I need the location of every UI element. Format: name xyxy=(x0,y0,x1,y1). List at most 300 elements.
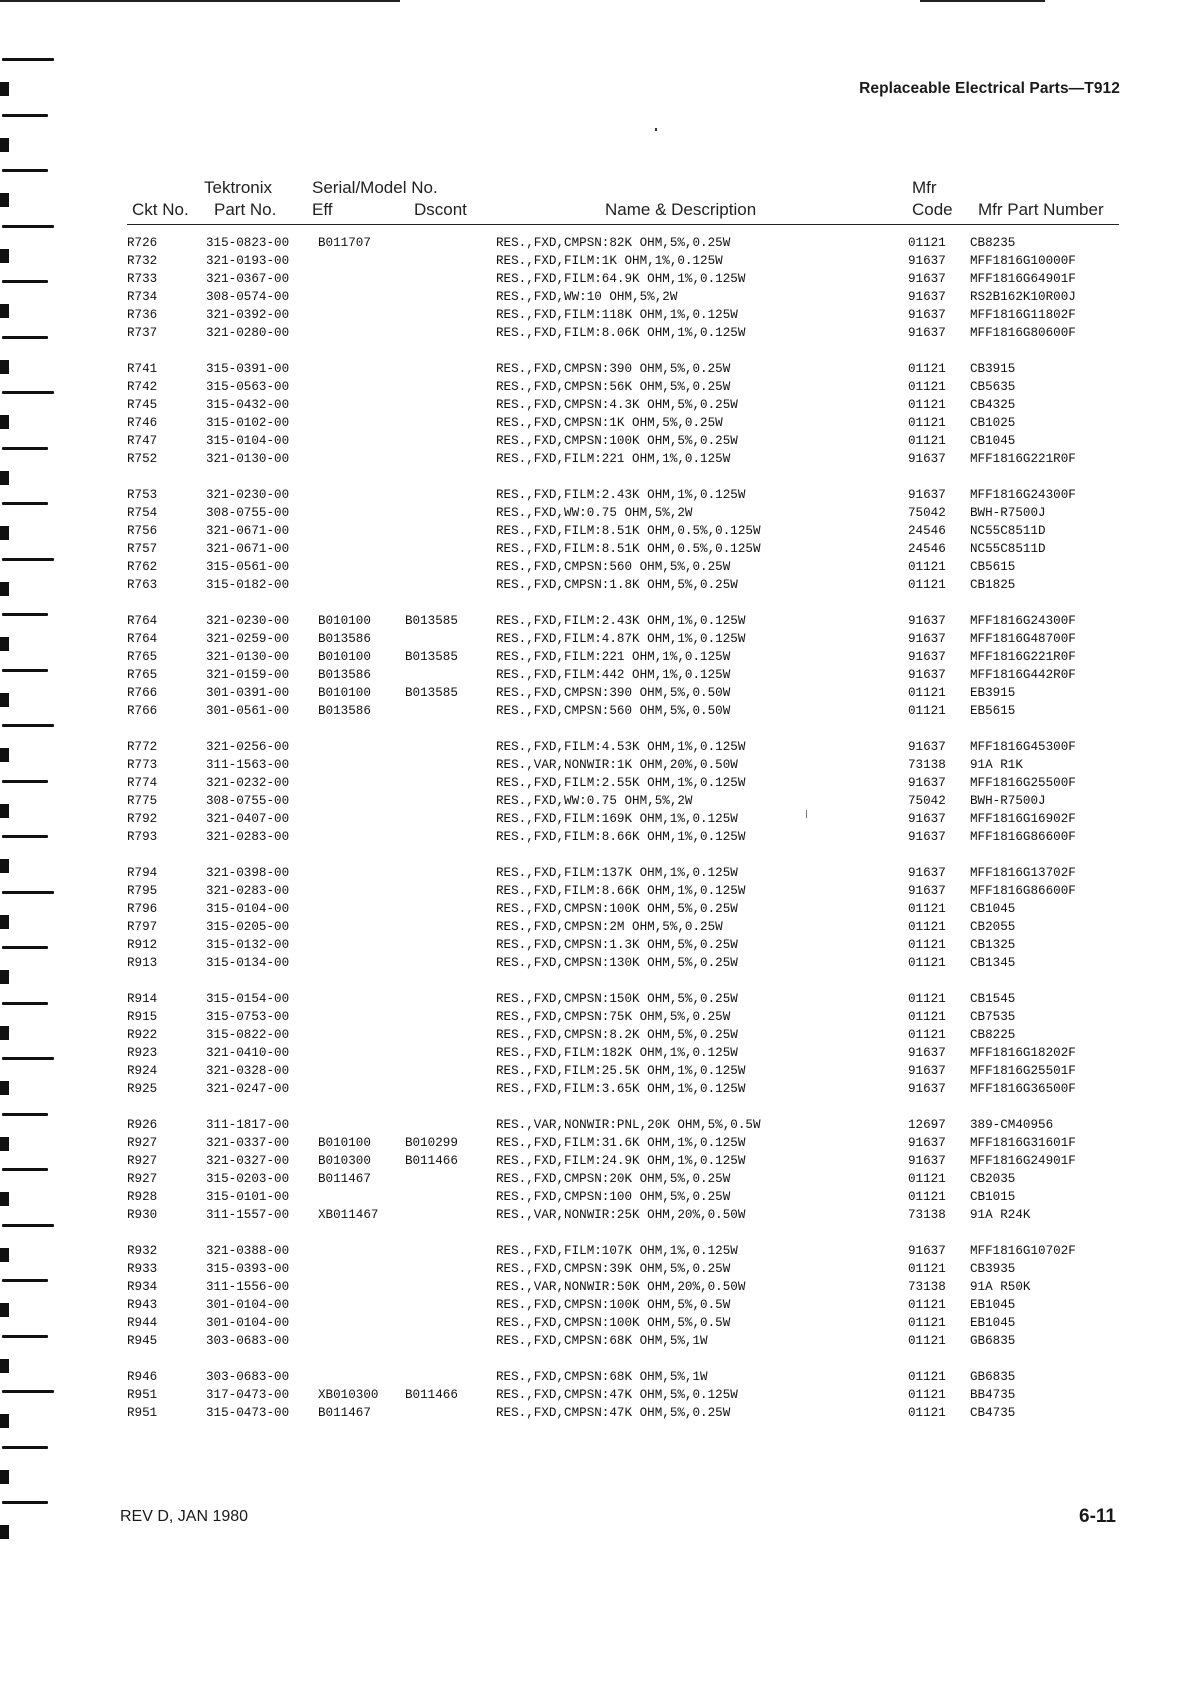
ckt-no: R792 xyxy=(127,812,158,826)
name-description: RES.,FXD,FILM:2.43K OHM,1%,0.125W xyxy=(496,614,746,628)
mfr-part-number: MFF1816G221R0F xyxy=(970,452,1076,466)
part-no: 315-0134-00 xyxy=(206,956,290,970)
col-ckt-no: Ckt No. xyxy=(132,200,189,219)
serial-dscont: B011466 xyxy=(405,1388,458,1402)
mfr-code: 01121 xyxy=(908,416,946,430)
col-mfr: Mfr xyxy=(912,178,937,197)
mfr-code: 91637 xyxy=(908,254,946,268)
table-row xyxy=(0,1242,1190,1260)
name-description: RES.,VAR,NONWIR:25K OHM,20%,0.50W xyxy=(496,1208,746,1222)
mfr-part-number: GB6835 xyxy=(970,1370,1016,1384)
ckt-no: R737 xyxy=(127,326,158,340)
table-row xyxy=(0,540,1190,558)
ckt-no: R734 xyxy=(127,290,158,304)
part-no: 321-0230-00 xyxy=(206,614,290,628)
serial-eff: B013586 xyxy=(318,632,371,646)
part-no: 315-0104-00 xyxy=(206,434,290,448)
name-description: RES.,FXD,CMPSN:100K OHM,5%,0.5W xyxy=(496,1298,731,1312)
table-row xyxy=(0,756,1190,774)
parts-group xyxy=(0,864,1190,972)
ckt-no: R924 xyxy=(127,1064,158,1078)
name-description: RES.,VAR,NONWIR:1K OHM,20%,0.50W xyxy=(496,758,738,772)
mfr-code: 91637 xyxy=(908,488,946,502)
serial-eff: B013586 xyxy=(318,704,371,718)
part-no: 315-0205-00 xyxy=(206,920,290,934)
part-no: 301-0391-00 xyxy=(206,686,290,700)
part-no: 317-0473-00 xyxy=(206,1388,290,1402)
mfr-part-number: MFF1816G24300F xyxy=(970,488,1076,502)
ckt-no: R795 xyxy=(127,884,158,898)
part-no: 321-0280-00 xyxy=(206,326,290,340)
mfr-code: 91637 xyxy=(908,866,946,880)
mfr-part-number: MFF1816G31601F xyxy=(970,1136,1076,1150)
mfr-code: 01121 xyxy=(908,1388,946,1402)
mfr-part-number: MFF1816G221R0F xyxy=(970,650,1076,664)
name-description: RES.,FXD,FILM:8.66K OHM,1%,0.125W xyxy=(496,830,746,844)
mfr-part-number: MFF1816G36500F xyxy=(970,1082,1076,1096)
mfr-code: 12697 xyxy=(908,1118,946,1132)
ckt-no: R926 xyxy=(127,1118,158,1132)
mfr-part-number: MFF1816G18202F xyxy=(970,1046,1076,1060)
mfr-part-number: EB1045 xyxy=(970,1316,1016,1330)
mfr-code: 91637 xyxy=(908,1154,946,1168)
revision-date: REV D, JAN 1980 xyxy=(120,1508,249,1525)
name-description: RES.,FXD,CMPSN:2M OHM,5%,0.25W xyxy=(496,920,723,934)
mfr-code: 91637 xyxy=(908,776,946,790)
name-description: RES.,FXD,FILM:24.9K OHM,1%,0.125W xyxy=(496,1154,746,1168)
name-description: RES.,FXD,FILM:3.65K OHM,1%,0.125W xyxy=(496,1082,746,1096)
binding-mark xyxy=(2,114,48,117)
name-description: RES.,FXD,FILM:8.66K OHM,1%,0.125W xyxy=(496,884,746,898)
ckt-no: R754 xyxy=(127,506,158,520)
mfr-code: 73138 xyxy=(908,758,946,772)
mfr-code: 91637 xyxy=(908,1136,946,1150)
mfr-code: 91637 xyxy=(908,326,946,340)
name-description: RES.,FXD,CMPSN:20K OHM,5%,0.25W xyxy=(496,1172,731,1186)
mfr-code: 01121 xyxy=(908,380,946,394)
serial-eff: B013586 xyxy=(318,668,371,682)
ckt-no: R764 xyxy=(127,632,158,646)
mfr-code: 91637 xyxy=(908,272,946,286)
part-no: 315-0393-00 xyxy=(206,1262,290,1276)
part-no: 315-0102-00 xyxy=(206,416,290,430)
ckt-no: R922 xyxy=(127,1028,158,1042)
name-description: RES.,FXD,CMPSN:100 OHM,5%,0.25W xyxy=(496,1190,731,1204)
name-description: RES.,VAR,NONWIR:50K OHM,20%,0.50W xyxy=(496,1280,746,1294)
name-description: RES.,FXD,CMPSN:56K OHM,5%,0.25W xyxy=(496,380,731,394)
mfr-code: 91637 xyxy=(908,884,946,898)
mfr-part-number: MFF1816G48700F xyxy=(970,632,1076,646)
table-row xyxy=(0,684,1190,702)
table-row xyxy=(0,900,1190,918)
binding-mark xyxy=(2,58,54,61)
serial-eff: B010300 xyxy=(318,1154,371,1168)
part-no: 321-0407-00 xyxy=(206,812,290,826)
table-row xyxy=(0,648,1190,666)
name-description: RES.,FXD,FILM:137K OHM,1%,0.125W xyxy=(496,866,738,880)
mfr-part-number: EB3915 xyxy=(970,686,1016,700)
ckt-no: R766 xyxy=(127,686,158,700)
table-row xyxy=(0,792,1190,810)
table-row xyxy=(0,630,1190,648)
table-row xyxy=(0,1278,1190,1296)
mfr-part-number: MFF1816G13702F xyxy=(970,866,1076,880)
mfr-part-number: CB1545 xyxy=(970,992,1016,1006)
header-rule xyxy=(127,224,1119,225)
ckt-no: R930 xyxy=(127,1208,158,1222)
mfr-part-number: CB3915 xyxy=(970,362,1016,376)
binding-mark xyxy=(0,1470,9,1484)
mfr-code: 24546 xyxy=(908,524,946,538)
mfr-code: 01121 xyxy=(908,902,946,916)
mfr-part-number: BB4735 xyxy=(970,1388,1016,1402)
ckt-no: R797 xyxy=(127,920,158,934)
name-description: RES.,FXD,FILM:118K OHM,1%,0.125W xyxy=(496,308,738,322)
name-description: RES.,FXD,FILM:2.43K OHM,1%,0.125W xyxy=(496,488,746,502)
top-edge-rule xyxy=(0,0,400,2)
table-row xyxy=(0,558,1190,576)
mfr-part-number: MFF1816G24300F xyxy=(970,614,1076,628)
mfr-code: 73138 xyxy=(908,1280,946,1294)
mfr-code: 91637 xyxy=(908,668,946,682)
table-row xyxy=(0,738,1190,756)
ckt-no: R915 xyxy=(127,1010,158,1024)
part-no: 321-0671-00 xyxy=(206,524,290,538)
mfr-code: 01121 xyxy=(908,1190,946,1204)
parts-group xyxy=(0,738,1190,846)
part-no: 303-0683-00 xyxy=(206,1370,290,1384)
name-description: RES.,FXD,WW:10 OHM,5%,2W xyxy=(496,290,678,304)
mfr-part-number: 91A R24K xyxy=(970,1208,1031,1222)
parts-group xyxy=(0,1368,1190,1422)
table-row xyxy=(0,1170,1190,1188)
mfr-part-number: 389-CM40956 xyxy=(970,1118,1054,1132)
part-no: 321-0230-00 xyxy=(206,488,290,502)
mfr-part-number: MFF1816G16902F xyxy=(970,812,1076,826)
table-row xyxy=(0,666,1190,684)
ckt-no: R925 xyxy=(127,1082,158,1096)
part-no: 321-0327-00 xyxy=(206,1154,290,1168)
mfr-part-number: RS2B162K10R00J xyxy=(970,290,1076,304)
mfr-part-number: GB6835 xyxy=(970,1334,1016,1348)
mfr-code: 91637 xyxy=(908,740,946,754)
part-no: 308-0574-00 xyxy=(206,290,290,304)
mfr-part-number: CB1345 xyxy=(970,956,1016,970)
ckt-no: R774 xyxy=(127,776,158,790)
ckt-no: R943 xyxy=(127,1298,158,1312)
part-no: 315-0473-00 xyxy=(206,1406,290,1420)
serial-eff: B011467 xyxy=(318,1172,371,1186)
mfr-part-number: EB1045 xyxy=(970,1298,1016,1312)
ckt-no: R914 xyxy=(127,992,158,1006)
part-no: 321-0283-00 xyxy=(206,830,290,844)
parts-group xyxy=(0,990,1190,1098)
mfr-code: 75042 xyxy=(908,506,946,520)
mfr-part-number: MFF1816G25500F xyxy=(970,776,1076,790)
mfr-part-number: CB1025 xyxy=(970,416,1016,430)
mfr-part-number: 91A R50K xyxy=(970,1280,1031,1294)
col-dscont: Dscont xyxy=(414,200,467,219)
table-row xyxy=(0,1206,1190,1224)
ckt-no: R944 xyxy=(127,1316,158,1330)
table-row xyxy=(0,486,1190,504)
table-row xyxy=(0,306,1190,324)
part-no: 311-1817-00 xyxy=(206,1118,290,1132)
table-row xyxy=(0,864,1190,882)
mfr-part-number: NC55C8511D xyxy=(970,524,1046,538)
part-no: 321-0232-00 xyxy=(206,776,290,790)
mfr-part-number: MFF1816G45300F xyxy=(970,740,1076,754)
mfr-code: 91637 xyxy=(908,1244,946,1258)
page-number: 6-11 xyxy=(1079,1506,1116,1527)
mfr-part-number: MFF1816G80600F xyxy=(970,326,1076,340)
name-description: RES.,FXD,CMPSN:1K OHM,5%,0.25W xyxy=(496,416,723,430)
mfr-code: 01121 xyxy=(908,1262,946,1276)
name-description: RES.,FXD,WW:0.75 OHM,5%,2W xyxy=(496,794,693,808)
mfr-code: 01121 xyxy=(908,938,946,952)
col-tektronix: Tektronix xyxy=(204,178,273,197)
part-no: 308-0755-00 xyxy=(206,794,290,808)
parts-group xyxy=(0,234,1190,342)
ckt-no: R927 xyxy=(127,1172,158,1186)
part-no: 315-0101-00 xyxy=(206,1190,290,1204)
mfr-code: 01121 xyxy=(908,1172,946,1186)
part-no: 321-0130-00 xyxy=(206,452,290,466)
ckt-no: R793 xyxy=(127,830,158,844)
part-no: 321-0247-00 xyxy=(206,1082,290,1096)
ckt-no: R762 xyxy=(127,560,158,574)
mfr-code: 91637 xyxy=(908,614,946,628)
part-no: 315-0391-00 xyxy=(206,362,290,376)
serial-eff: B010100 xyxy=(318,686,371,700)
ckt-no: R764 xyxy=(127,614,158,628)
mfr-part-number: MFF1816G64901F xyxy=(970,272,1076,286)
mfr-part-number: CB2035 xyxy=(970,1172,1016,1186)
name-description: RES.,FXD,FILM:64.9K OHM,1%,0.125W xyxy=(496,272,746,286)
part-no: 321-0671-00 xyxy=(206,542,290,556)
parts-group xyxy=(0,486,1190,594)
mfr-code: 91637 xyxy=(908,632,946,646)
parts-group xyxy=(0,1116,1190,1224)
name-description: RES.,FXD,FILM:8.51K OHM,0.5%,0.125W xyxy=(496,524,761,538)
mfr-code: 75042 xyxy=(908,794,946,808)
part-no: 321-0256-00 xyxy=(206,740,290,754)
ckt-no: R913 xyxy=(127,956,158,970)
ckt-no: R945 xyxy=(127,1334,158,1348)
part-no: 321-0159-00 xyxy=(206,668,290,682)
part-no: 315-0182-00 xyxy=(206,578,290,592)
mfr-code: 91637 xyxy=(908,290,946,304)
ckt-no: R775 xyxy=(127,794,158,808)
ckt-no: R927 xyxy=(127,1154,158,1168)
ckt-no: R736 xyxy=(127,308,158,322)
part-no: 315-0203-00 xyxy=(206,1172,290,1186)
serial-dscont: B011466 xyxy=(405,1154,458,1168)
col-name-description: Name & Description xyxy=(605,200,757,219)
ckt-no: R773 xyxy=(127,758,158,772)
col-part-no: Part No. xyxy=(214,200,277,219)
table-row xyxy=(0,378,1190,396)
part-no: 315-0132-00 xyxy=(206,938,290,952)
table-row xyxy=(0,522,1190,540)
part-no: 321-0130-00 xyxy=(206,650,290,664)
mfr-code: 01121 xyxy=(908,398,946,412)
name-description: RES.,FXD,CMPSN:8.2K OHM,5%,0.25W xyxy=(496,1028,738,1042)
table-row xyxy=(0,1080,1190,1098)
ckt-no: R772 xyxy=(127,740,158,754)
mfr-code: 01121 xyxy=(908,1406,946,1420)
mfr-part-number: BWH-R7500J xyxy=(970,794,1046,808)
serial-eff: B010100 xyxy=(318,650,371,664)
table-row xyxy=(0,576,1190,594)
table-row xyxy=(0,1260,1190,1278)
table-row xyxy=(0,1026,1190,1044)
mfr-part-number: MFF1816G11802F xyxy=(970,308,1076,322)
serial-eff: B010100 xyxy=(318,1136,371,1150)
table-row xyxy=(0,1008,1190,1026)
ckt-no: R745 xyxy=(127,398,158,412)
mfr-code: 01121 xyxy=(908,434,946,448)
ckt-no: R747 xyxy=(127,434,158,448)
mfr-code: 01121 xyxy=(908,686,946,700)
name-description: RES.,FXD,FILM:4.87K OHM,1%,0.125W xyxy=(496,632,746,646)
part-no: 321-0328-00 xyxy=(206,1064,290,1078)
ckt-no: R794 xyxy=(127,866,158,880)
binding-mark xyxy=(2,1446,48,1449)
parts-list xyxy=(0,234,1190,1440)
part-no: 315-0563-00 xyxy=(206,380,290,394)
mfr-code: 01121 xyxy=(908,1298,946,1312)
serial-eff: XB011467 xyxy=(318,1208,379,1222)
mfr-part-number: CB8235 xyxy=(970,236,1016,250)
serial-dscont: B013585 xyxy=(405,650,458,664)
table-row xyxy=(0,252,1190,270)
table-row xyxy=(0,774,1190,792)
part-no: 315-0822-00 xyxy=(206,1028,290,1042)
ckt-no: R757 xyxy=(127,542,158,556)
table-row xyxy=(0,504,1190,522)
table-row xyxy=(0,234,1190,252)
parts-group xyxy=(0,360,1190,468)
name-description: RES.,FXD,FILM:25.5K OHM,1%,0.125W xyxy=(496,1064,746,1078)
name-description: RES.,FXD,WW:0.75 OHM,5%,2W xyxy=(496,506,693,520)
ckt-no: R951 xyxy=(127,1388,158,1402)
ink-speck xyxy=(655,128,657,131)
ckt-no: R946 xyxy=(127,1370,158,1384)
mfr-code: 91637 xyxy=(908,812,946,826)
serial-dscont: B013585 xyxy=(405,686,458,700)
mfr-part-number: MFF1816G24901F xyxy=(970,1154,1076,1168)
column-header xyxy=(0,172,1190,224)
mfr-code: 91637 xyxy=(908,830,946,844)
mfr-code: 91637 xyxy=(908,1064,946,1078)
mfr-code: 01121 xyxy=(908,1370,946,1384)
name-description: RES.,FXD,CMPSN:100K OHM,5%,0.25W xyxy=(496,434,738,448)
part-no: 321-0388-00 xyxy=(206,1244,290,1258)
part-no: 315-0154-00 xyxy=(206,992,290,1006)
table-row xyxy=(0,1044,1190,1062)
mfr-part-number: NC55C8511D xyxy=(970,542,1046,556)
name-description: RES.,FXD,CMPSN:150K OHM,5%,0.25W xyxy=(496,992,738,1006)
name-description: RES.,FXD,CMPSN:130K OHM,5%,0.25W xyxy=(496,956,738,970)
mfr-code: 01121 xyxy=(908,1334,946,1348)
binding-mark xyxy=(2,225,54,228)
name-description: RES.,VAR,NONWIR:PNL,20K OHM,5%,0.5W xyxy=(496,1118,761,1132)
top-edge-rule xyxy=(920,0,1045,2)
name-description: RES.,FXD,FILM:221 OHM,1%,0.125W xyxy=(496,650,731,664)
part-no: 301-0561-00 xyxy=(206,704,290,718)
mfr-part-number: CB1045 xyxy=(970,902,1016,916)
mfr-part-number: CB7535 xyxy=(970,1010,1016,1024)
col-eff: Eff xyxy=(312,200,333,219)
name-description: RES.,FXD,CMPSN:100K OHM,5%,0.25W xyxy=(496,902,738,916)
table-row xyxy=(0,432,1190,450)
name-description: RES.,FXD,CMPSN:390 OHM,5%,0.25W xyxy=(496,362,731,376)
ckt-no: R732 xyxy=(127,254,158,268)
part-no: 311-1557-00 xyxy=(206,1208,290,1222)
col-mfr-part-number: Mfr Part Number xyxy=(978,200,1104,219)
binding-mark xyxy=(0,82,9,96)
mfr-part-number: CB2055 xyxy=(970,920,1016,934)
mfr-code: 01121 xyxy=(908,578,946,592)
ckt-no: R932 xyxy=(127,1244,158,1258)
mfr-code: 01121 xyxy=(908,1010,946,1024)
part-no: 308-0755-00 xyxy=(206,506,290,520)
name-description: RES.,FXD,FILM:182K OHM,1%,0.125W xyxy=(496,1046,738,1060)
part-no: 315-0432-00 xyxy=(206,398,290,412)
ckt-no: R756 xyxy=(127,524,158,538)
part-no: 321-0193-00 xyxy=(206,254,290,268)
serial-dscont: B010299 xyxy=(405,1136,458,1150)
mfr-code: 73138 xyxy=(908,1208,946,1222)
mfr-part-number: CB1325 xyxy=(970,938,1016,952)
part-no: 321-0398-00 xyxy=(206,866,290,880)
table-row xyxy=(0,1116,1190,1134)
serial-eff: XB010300 xyxy=(318,1388,379,1402)
mfr-code: 01121 xyxy=(908,956,946,970)
serial-eff: B010100 xyxy=(318,614,371,628)
table-row xyxy=(0,1386,1190,1404)
mfr-code: 01121 xyxy=(908,560,946,574)
mfr-code: 01121 xyxy=(908,362,946,376)
serial-eff: B011707 xyxy=(318,236,371,250)
mfr-code: 91637 xyxy=(908,452,946,466)
binding-mark xyxy=(2,1501,48,1504)
name-description: RES.,FXD,FILM:1K OHM,1%,0.125W xyxy=(496,254,723,268)
ckt-no: R796 xyxy=(127,902,158,916)
name-description: RES.,FXD,CMPSN:1.3K OHM,5%,0.25W xyxy=(496,938,738,952)
table-row xyxy=(0,450,1190,468)
table-row xyxy=(0,288,1190,306)
ckt-no: R742 xyxy=(127,380,158,394)
ink-speck xyxy=(806,810,807,818)
mfr-part-number: MFF1816G86600F xyxy=(970,884,1076,898)
ckt-no: R765 xyxy=(127,668,158,682)
part-no: 301-0104-00 xyxy=(206,1316,290,1330)
mfr-part-number: 91A R1K xyxy=(970,758,1023,772)
table-row xyxy=(0,1368,1190,1386)
table-row xyxy=(0,612,1190,630)
name-description: RES.,FXD,CMPSN:4.3K OHM,5%,0.25W xyxy=(496,398,738,412)
name-description: RES.,FXD,CMPSN:560 OHM,5%,0.25W xyxy=(496,560,731,574)
name-description: RES.,FXD,CMPSN:68K OHM,5%,1W xyxy=(496,1370,708,1384)
mfr-part-number: CB4735 xyxy=(970,1406,1016,1420)
name-description: RES.,FXD,FILM:31.6K OHM,1%,0.125W xyxy=(496,1136,746,1150)
ckt-no: R928 xyxy=(127,1190,158,1204)
part-no: 321-0337-00 xyxy=(206,1136,290,1150)
mfr-part-number: MFF1816G10000F xyxy=(970,254,1076,268)
ckt-no: R934 xyxy=(127,1280,158,1294)
